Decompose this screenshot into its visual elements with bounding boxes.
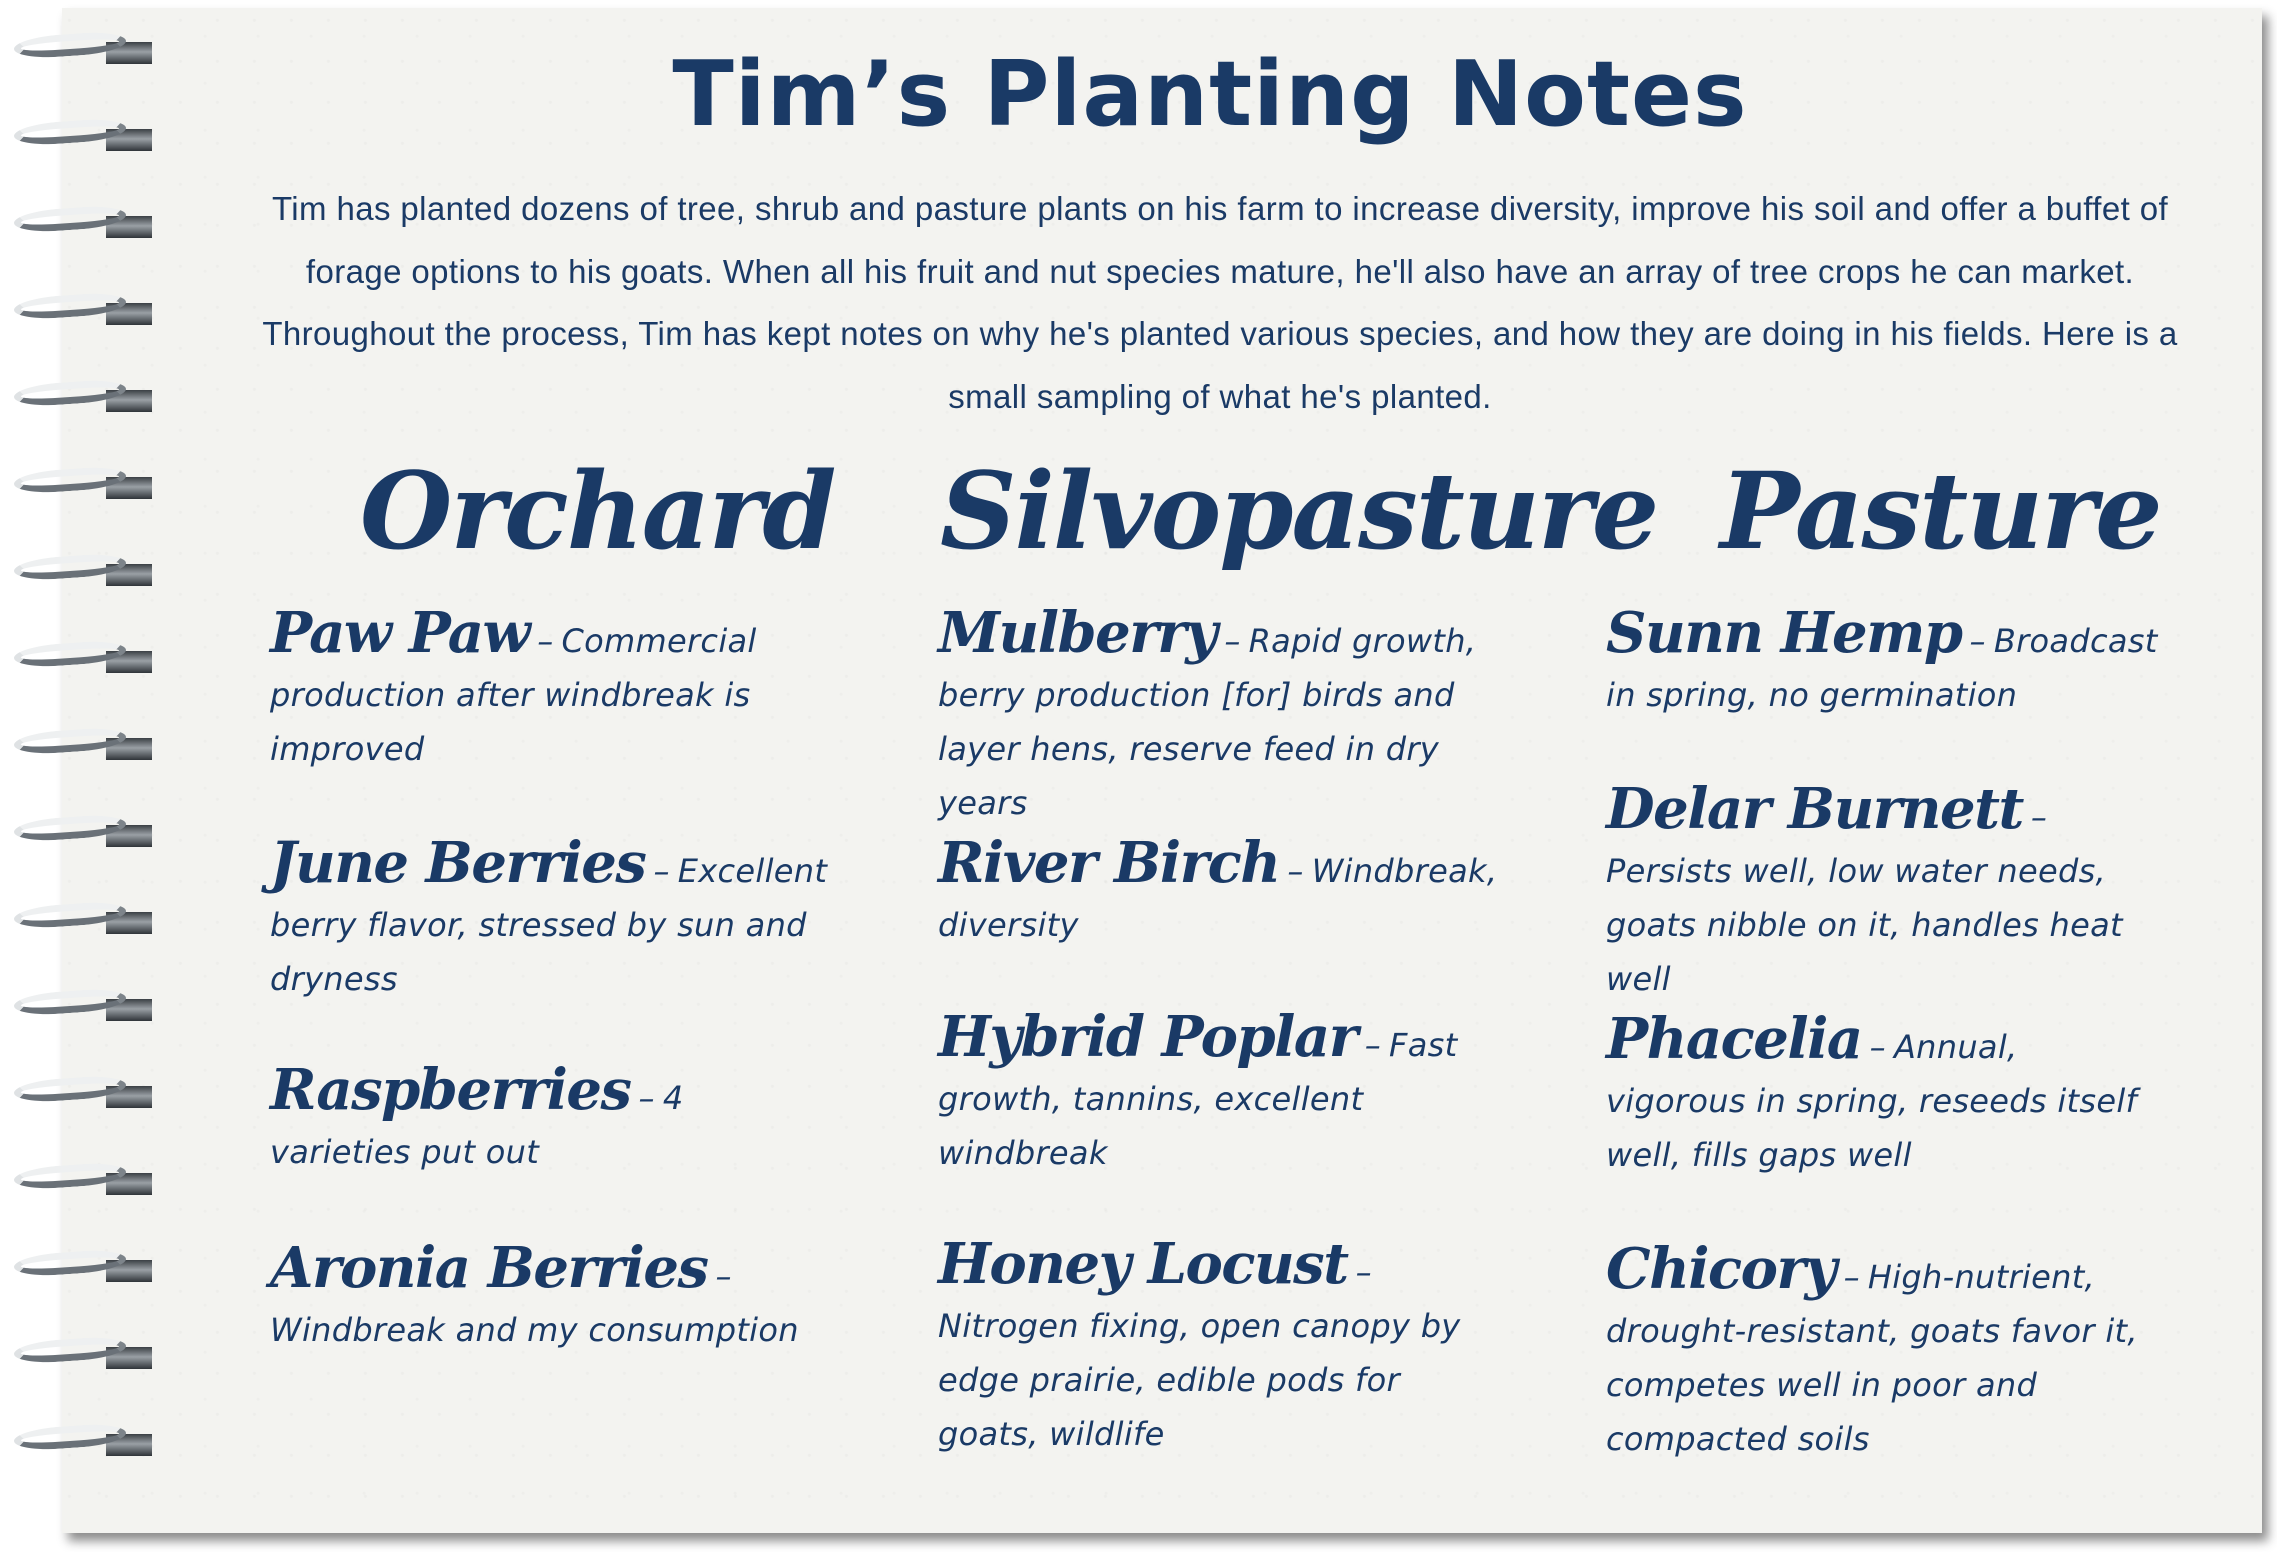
entry-sunn-hemp [1606, 600, 2166, 722]
column-heading-pasture: Pasture [1720, 448, 2161, 573]
spiral-ring [8, 987, 140, 1029]
spiral-ring [8, 1161, 140, 1203]
entry-separator: – [1843, 1258, 1860, 1296]
entry-name: June Berries [270, 830, 646, 896]
entry-note: High-nutrient, drought-resistant, goats favor it, competes well in poor and compacted soils [1606, 1258, 2138, 1458]
entry-name: Hybrid Poplar [938, 1004, 1357, 1070]
entry-name: Paw Paw [270, 600, 530, 666]
entry-phacelia [1606, 1006, 2166, 1182]
entry-separator: – [1287, 852, 1304, 890]
entry-note: Excellent berry flavor, stressed by sun and dryness [270, 852, 828, 998]
entry-separator: – [638, 1079, 655, 1117]
column-heading-silvopasture: Silvopasture [940, 448, 1658, 573]
entry-separator: – [1364, 1026, 1382, 1064]
entry-honey-locust [938, 1231, 1498, 1461]
entry-separator: – [537, 622, 554, 660]
entry-june-berries [270, 830, 830, 1006]
entry-separator: – [1869, 1028, 1886, 1066]
entry-separator: – [1224, 622, 1241, 660]
spiral-ring [8, 900, 140, 942]
entry-note: Windbreak, diversity [938, 852, 1498, 944]
spiral-ring [8, 465, 140, 507]
spiral-ring [8, 1335, 140, 1377]
spiral-ring [8, 378, 140, 420]
entry-separator: – [715, 1257, 732, 1295]
entry-note: Fast growth, tannins, excellent windbreak [938, 1026, 1458, 1172]
column-heading-orchard: Orchard [360, 448, 835, 573]
spiral-ring [8, 117, 140, 159]
entry-note: Nitrogen fixing, open canopy by edge prairie, edible pods for goats, wildlife [938, 1307, 1461, 1453]
entry-separator: – [653, 852, 670, 890]
spiral-ring [8, 552, 140, 594]
entry-name: Delar Burnett [1606, 776, 2023, 842]
entry-name: Phacelia [1606, 1006, 1862, 1072]
entry-name: Chicory [1606, 1236, 1836, 1302]
entry-paw-paw [270, 600, 810, 776]
entry-name: Aronia Berries [270, 1235, 708, 1301]
entry-name: Sunn Hemp [1606, 600, 1962, 666]
spiral-ring [8, 291, 140, 333]
entry-river-birch [938, 830, 1498, 952]
spiral-ring [8, 1248, 140, 1290]
page-title: Tim’s Planting Notes [672, 42, 1748, 147]
spiral-ring [8, 639, 140, 681]
spiral-ring [8, 726, 140, 768]
entry-separator: – [1355, 1253, 1372, 1291]
entry-name: Honey Locust [938, 1231, 1348, 1297]
spiral-ring [8, 30, 140, 72]
entry-raspberries [270, 1057, 830, 1179]
entry-note: Broadcast in spring, no germination [1606, 622, 2158, 714]
entry-hybrid-poplar [938, 1004, 1498, 1180]
spiral-ring [8, 1074, 140, 1116]
entry-separator: – [2030, 798, 2048, 836]
entry-chicory [1606, 1236, 2166, 1466]
entry-mulberry [938, 600, 1498, 830]
entry-note: Windbreak and my consumption [270, 1311, 799, 1349]
spiral-ring [8, 813, 140, 855]
entry-note: 4 varieties put out [270, 1079, 684, 1171]
entry-delar-burnett [1606, 776, 2166, 1006]
entry-name: River Birch [938, 830, 1280, 896]
entry-name: Mulberry [938, 600, 1217, 666]
spiral-ring [8, 204, 140, 246]
entry-aronia-berries [270, 1235, 810, 1357]
entry-note: Persists well, low water needs, goats nibble on it, handles heat well [1606, 852, 2123, 998]
intro-paragraph: Tim has planted dozens of tree, shrub and pasture plants on his farm to increase diversity, improve his soil and offer a buffet of forage options to his goats. When all his fruit and nut species mature, he'll also have an array of tree crops he can market. Throughout the process, Tim has kept notes on why he's planted various species, and how they are doing in his fields. Here is a small sampling of what he's planted. [262, 190, 2178, 415]
spiral-binding [0, 30, 150, 1510]
entry-note: Annual, vigorous in spring, reseeds itself well, fills gaps well [1606, 1028, 2138, 1174]
entry-note: Rapid growth, berry production [for] birds and layer hens, reserve feed in dry years [938, 622, 1477, 822]
entry-note: Commercial production after windbreak is improved [270, 622, 757, 768]
entry-separator: – [1969, 622, 1986, 660]
spiral-ring [8, 1422, 140, 1464]
entry-name: Raspberries [270, 1057, 631, 1123]
